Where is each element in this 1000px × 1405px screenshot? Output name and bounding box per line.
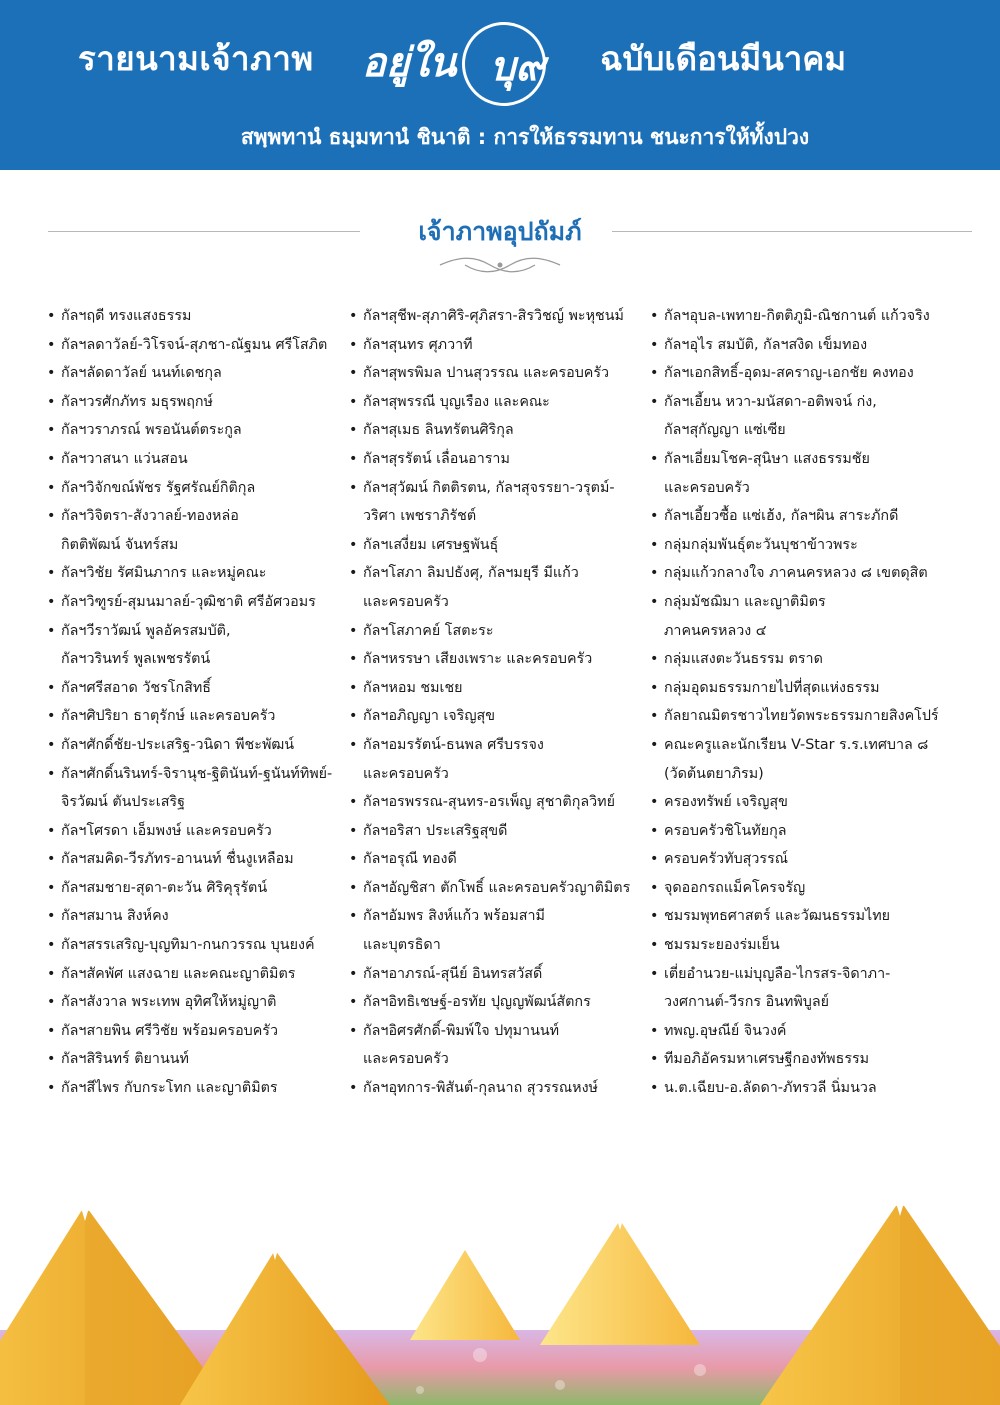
donor-list-item (47, 331, 332, 360)
donor-list-item (349, 531, 630, 560)
donor-name-line: • กัลฯวราภรณ์ พรอนันต์ตระกูล (61, 422, 242, 439)
donor-name-line: (วัดต้นตยาภิรม) (664, 765, 764, 782)
donor-name-line: • กัลฯศักดิ์นรินทร์-จิรานุช-ฐิตินันท์-ฐนันท์ทิพย์- (61, 765, 333, 782)
donor-name-line: • กัลฯเอกสิทธิ์-อุดม-สคราญ-เอกชัย คงทอง (664, 365, 914, 382)
donor-list-item (650, 502, 939, 531)
donor-name-line: • กัลฯสุรรัตน์ เลื่อนอาราม (363, 450, 510, 467)
donor-list-item (650, 874, 939, 903)
donor-list-item (650, 788, 939, 817)
donor-name-line: • กัลฯสุชีพ-สุภาศิริ-ศุภิสรา-สิรวิชญ์ พะหุชนม์ (363, 308, 624, 324)
donor-list-item (349, 416, 630, 445)
donor-name-line: • คณะครูและนักเรียน V-Star ร.ร.เทศบาล ๘ (664, 736, 929, 753)
donor-list-item (650, 388, 939, 445)
donor-name-line: และครอบครัว (363, 593, 449, 610)
donor-list-item (650, 674, 939, 703)
donor-list-item (47, 416, 332, 445)
donor-name-line: • กัลฯศักดิ์ชัย-ประเสริฐ-วนิดา พีชะพัฒน์ (61, 736, 295, 753)
donor-list-item (349, 902, 630, 959)
donor-name-line: • กัลฯอรุณี ทองดี (363, 851, 457, 868)
donor-name-line: • กัลฯเอี้ยวซื้อ แซ่เฮ้ง, กัลฯผิน สาระภักดี (664, 508, 899, 525)
donor-list-item (650, 302, 939, 331)
donor-name-line: • กัลฯสิรินทร์ ติยานนท์ (61, 1051, 189, 1068)
logo-number: บุ๙ (490, 43, 545, 90)
donor-name-line: • กัลฯสมาน สิงห์คง (61, 908, 169, 925)
donor-name-line: • กัลฯโสภาคย์ โสตะระ (363, 622, 494, 639)
donor-list-item (650, 531, 939, 560)
donor-list-item (47, 988, 332, 1017)
section-title: เจ้าภาพอุปถัมภ์ (418, 217, 582, 246)
donor-list-item (650, 1074, 939, 1103)
header-subtitle: สพฺพทานํ ธมฺมทานํ ชินาติ : การให้ธรรมทาน ชนะการให้ทั้งปวง (240, 125, 810, 149)
donor-list-item (650, 588, 939, 645)
donor-list-item (349, 1017, 630, 1074)
donor-list-item (47, 902, 332, 931)
donor-name-line: • จุดออกรถแม็คโครจรัญ (664, 879, 806, 896)
donor-name-line: • กัลฯอิทธิเชษฐ์-อรทัย ปุญญพัฒน์สัตกร (363, 994, 591, 1011)
donor-name-line: • กัลฯสรรเสริญ-บุญทิมา-กนกวรรณ บุนยงค์ (61, 937, 315, 954)
donor-list-item (650, 931, 939, 960)
donor-name-line: • เตี่ยอำนวย-แม่บุญลือ-ไกรสร-จิดาภา- (664, 965, 891, 982)
header-banner (0, 0, 1000, 170)
donor-name-line: • กัลฯสุพรพิมล ปานสุวรรณ และครอบครัว (363, 365, 610, 382)
donor-name-line: วงศกานต์-วีรกร อินทพิบูลย์ (664, 994, 829, 1011)
donor-list-item (47, 1017, 332, 1046)
donor-list-item (47, 731, 332, 760)
donor-name-line: และครอบครัว (363, 765, 449, 782)
donor-name-line: • กัลฯเอี่ยมโชค-สุนิษา แสงธรรมชัย (664, 450, 870, 467)
donor-list-item (47, 588, 332, 617)
donor-list-item (349, 731, 630, 788)
donor-name-line: • กลุ่มแสงตะวันธรรม ตราด (664, 651, 823, 668)
donor-list-item (349, 845, 630, 874)
donor-list-item (47, 702, 332, 731)
donor-name-line: • กัลฯหรรษา เสียงเพราะ และครอบครัว (363, 651, 593, 668)
pyramid-footer-illustration (0, 1180, 1000, 1405)
donor-name-line: • กัลฯศิปริยา ธาตุรักษ์ และครอบครัว (61, 708, 276, 725)
donor-list-item (47, 388, 332, 417)
donor-list-item (650, 645, 939, 674)
donor-list-item (349, 331, 630, 360)
donor-name-line: • กัลฯอัญชิสา ตักโพธิ์ และครอบครัวญาติมิตร (363, 879, 631, 896)
donor-list-item (650, 445, 939, 502)
donor-name-line: • ทีมอภิอัครมหาเศรษฐีกองทัพธรรม (664, 1051, 870, 1068)
donor-name-line: • กัลฯอริสา ประเสริฐสุขดี (363, 822, 508, 839)
donor-name-line: • ครองทรัพย์ เจริญสุข (664, 794, 788, 811)
donor-list-item (650, 960, 939, 1017)
donor-list-item (650, 731, 939, 788)
donor-name-line: • กัลฯอภิญญา เจริญสุข (363, 708, 496, 725)
donor-list-item (650, 359, 939, 388)
donor-list-item (349, 817, 630, 846)
donor-list-item (650, 1045, 939, 1074)
donor-name-line: • กลุ่มมัชฌิมา และญาติมิตร (664, 593, 826, 610)
donor-list-item (47, 559, 332, 588)
donor-name-line: • กัลฯสมคิด-วีรภัทร-อานนท์ ชื่นงูเหลือม (61, 851, 294, 868)
donor-list-item (47, 817, 332, 846)
donor-list-item (47, 445, 332, 474)
donor-list-item (650, 559, 939, 588)
donor-list-item (650, 845, 939, 874)
donor-name-line: • ครอบครัวทับสุวรรณ์ (664, 851, 789, 868)
donor-name-line: • กัลฯสุพรรณี บุญเรือง และคณะ (363, 393, 550, 410)
donor-list-item (349, 617, 630, 646)
donor-name-line: • กัลฯอิศรศักดิ์-พิมพ์ใจ ปทุมานนท์ (363, 1022, 560, 1039)
donor-list-item (349, 645, 630, 674)
donor-name-line: และครอบครัว (664, 479, 750, 496)
header-title-right: ฉบับเดือนมีนาคม (600, 39, 847, 78)
donor-name-line: • กัลฯอุทการ-พิสันต์-กุลนาถ สุวรรณหงษ์ (363, 1080, 598, 1097)
donor-list-item (47, 302, 332, 331)
donor-name-line: • กัลฯอุไร สมบัติ, กัลฯสงิด เข็มทอง (664, 336, 868, 353)
donor-name-line: • กัลฯฤดี ทรงแสงธรรม (61, 308, 192, 324)
donor-name-line: • กลุ่มแก้วกลางใจ ภาคนครหลวง ๘ เขตดุสิต (664, 565, 928, 582)
donor-list-item (349, 960, 630, 989)
donor-name-line: • กัลฯลดาวัลย์-วิโรจน์-สุภชา-ณัฐมน ศรีโสภิต (61, 336, 328, 353)
donor-list-item (349, 302, 630, 331)
donor-list-item (47, 760, 332, 817)
donor-name-line: • กัลฯอัมพร สิงห์แก้ว พร้อมสามี (363, 908, 545, 925)
donor-name-line: • กัลฯสังวาล พระเทพ อุทิศให้หมู่ญาติ (61, 994, 277, 1011)
donor-name-line: • กัลฯวีราวัฒน์ พูลอัครสมบัติ, (61, 622, 231, 639)
donor-name-line: • กัลฯเอี้ยน หวา-มนัสดา-อติพจน์ ก่ง, (664, 393, 877, 410)
donor-list-item (349, 445, 630, 474)
donor-list-item (349, 559, 630, 616)
donor-name-line: • กัลฯลัดดาวัลย์ นนท์เดชกุล (61, 365, 222, 382)
donor-list-column-1 (47, 302, 332, 1103)
donor-list-item (47, 845, 332, 874)
donor-name-line: ภาคนครหลวง ๔ (664, 622, 767, 639)
donor-name-line: • กัลฯสุวัฒน์ กิตติรตน, กัลฯสุจรรยา-วรุตม์- (363, 479, 615, 496)
donor-name-line: • กัลฯอุบล-เพทาย-กิตติภูมิ-ณิชกานต์ แก้วจริง (664, 308, 930, 324)
donor-name-line: • น.ต.เฉียบ-อ.ลัดดา-ภัทรวลี นิ่มนวล (664, 1080, 877, 1097)
donor-list-item (47, 874, 332, 903)
donor-list-column-3 (650, 302, 939, 1103)
donor-name-line: กิตติพัฒน์ จันทร์สม (61, 536, 179, 553)
donor-name-line: • ทพญ.อุษณีย์ จินวงค์ (664, 1022, 787, 1039)
donor-name-line: • กัลฯวิชัย รัศมินภากร และหมู่คณะ (61, 565, 267, 582)
donor-name-line: • กลุ่มอุดมธรรมกายไปที่สุดแห่งธรรม (664, 679, 880, 696)
donor-list-item (349, 388, 630, 417)
donor-name-line: • กลุ่มกลุ่มพันธุ์ตะวันบุชาข้าวพระ (664, 536, 858, 553)
donor-name-line: • กัลฯวิฑูรย์-สุมนมาลย์-วุฒิชาติ ศรีอัศวอมร (61, 593, 316, 610)
donor-name-line: กัลฯสุกัญญา แซ่เซีย (664, 422, 786, 439)
donor-name-line: • กัลฯอรพรรณ-สุนทร-อรเพ็ญ สุชาติกุลวิทย์ (363, 794, 615, 811)
donor-name-line: • ครอบครัวชิโนทัยกุล (664, 822, 787, 839)
donor-name-line: • กัลฯหอม ชมเชย (363, 679, 463, 696)
donor-list-item (650, 702, 939, 731)
donor-name-line: • กัลฯเสงี่ยม เศรษฐพันธุ์ (363, 536, 499, 553)
donor-list-item (349, 474, 630, 531)
donor-list-item (47, 1074, 332, 1103)
donor-name-line: • กัลฯสีไพร กับกระโทก และญาติมิตร (61, 1080, 278, 1097)
donor-name-line: • กัลฯโสภา ลิมปธังศุ, กัลฯมยุรี มีแก้ว (363, 565, 579, 582)
donor-name-line: • กัลฯวาสนา แว่นสอน (61, 450, 188, 467)
donor-name-line: • กัลฯวิจักขณ์พัชร รัฐศรัณย์กิติกุล (61, 479, 256, 496)
donor-name-line: • กัลฯอาภรณ์-สุนีย์ อินทรสวัสดิ์ (363, 965, 543, 982)
magazine-logo (362, 12, 602, 112)
donor-list-item (349, 359, 630, 388)
donor-list-item (47, 674, 332, 703)
donor-name-line: กัลฯวรินทร์ พูลเพชรรัตน์ (61, 651, 211, 668)
donor-list-item (650, 331, 939, 360)
header-title-left: รายนามเจ้าภาพ (78, 39, 314, 78)
donor-name-line: • ชมรมระยองร่มเย็น (664, 937, 780, 954)
donor-list-item (47, 359, 332, 388)
donor-name-line: • กัลฯสุเมธ ลินทรัตนศิริกุล (363, 422, 514, 439)
donor-name-line: • กัลฯโศรดา เอ็มพงษ์ และครอบครัว (61, 822, 272, 839)
donor-name-line: วริศา เพชราภิรัชต์ (363, 508, 477, 525)
donor-list-item (47, 960, 332, 989)
donor-list-column-2 (349, 302, 630, 1103)
donor-name-line: • กัลฯสมชาย-สุดา-ตะวัน ศิริคุรุรัตน์ (61, 879, 268, 896)
donor-name-line: จิรวัฒน์ ตันประเสริฐ (61, 794, 185, 811)
donor-list-item (349, 702, 630, 731)
donor-name-line: • กัลฯสายพิน ศรีวิชัย พร้อมครอบครัว (61, 1022, 279, 1039)
donor-list-item (349, 674, 630, 703)
donor-list-item (349, 1074, 630, 1103)
donor-name-line: • กัลฯอมรรัตน์-ธนพล ศรีบรรจง (363, 736, 544, 753)
donor-list-item (47, 931, 332, 960)
divider-right (612, 231, 972, 232)
donor-name-line: • กัลฯศรีสอาด วัชรโกสิทธิ์ (61, 679, 211, 696)
donor-list-item (650, 1017, 939, 1046)
donor-name-line: • กัลยาณมิตรชาวไทยวัดพระธรรมกายสิงคโปร์ (664, 708, 939, 725)
donor-list-item (650, 817, 939, 846)
donor-list-item (47, 474, 332, 503)
donor-list-item (47, 1045, 332, 1074)
donor-list-item (349, 988, 630, 1017)
donor-list-item (650, 902, 939, 931)
donor-name-line: • ชมรมพุทธศาสตร์ และวัฒนธรรมไทย (664, 908, 891, 925)
donor-name-line: และบุตรธิดา (363, 937, 441, 954)
logo-text: อยู่ใน (362, 39, 457, 86)
donor-list-item (349, 874, 630, 903)
donor-name-line: และครอบครัว (363, 1051, 449, 1068)
donor-name-line: • กัลฯสัคพัศ แสงฉาย และคณะญาติมิตร (61, 965, 296, 982)
donor-name-line: • กัลฯวิจิตรา-สังวาลย์-ทองหล่อ (61, 508, 239, 525)
donor-name-line: • กัลฯวรศักภัทร มธุรพฤกษ์ (61, 393, 213, 410)
ornament-icon (435, 254, 565, 276)
donor-list-item (349, 788, 630, 817)
donor-name-line: • กัลฯสุนทร ศุภวาที (363, 336, 473, 353)
donor-list-item (47, 617, 332, 674)
donor-list-item (47, 502, 332, 559)
